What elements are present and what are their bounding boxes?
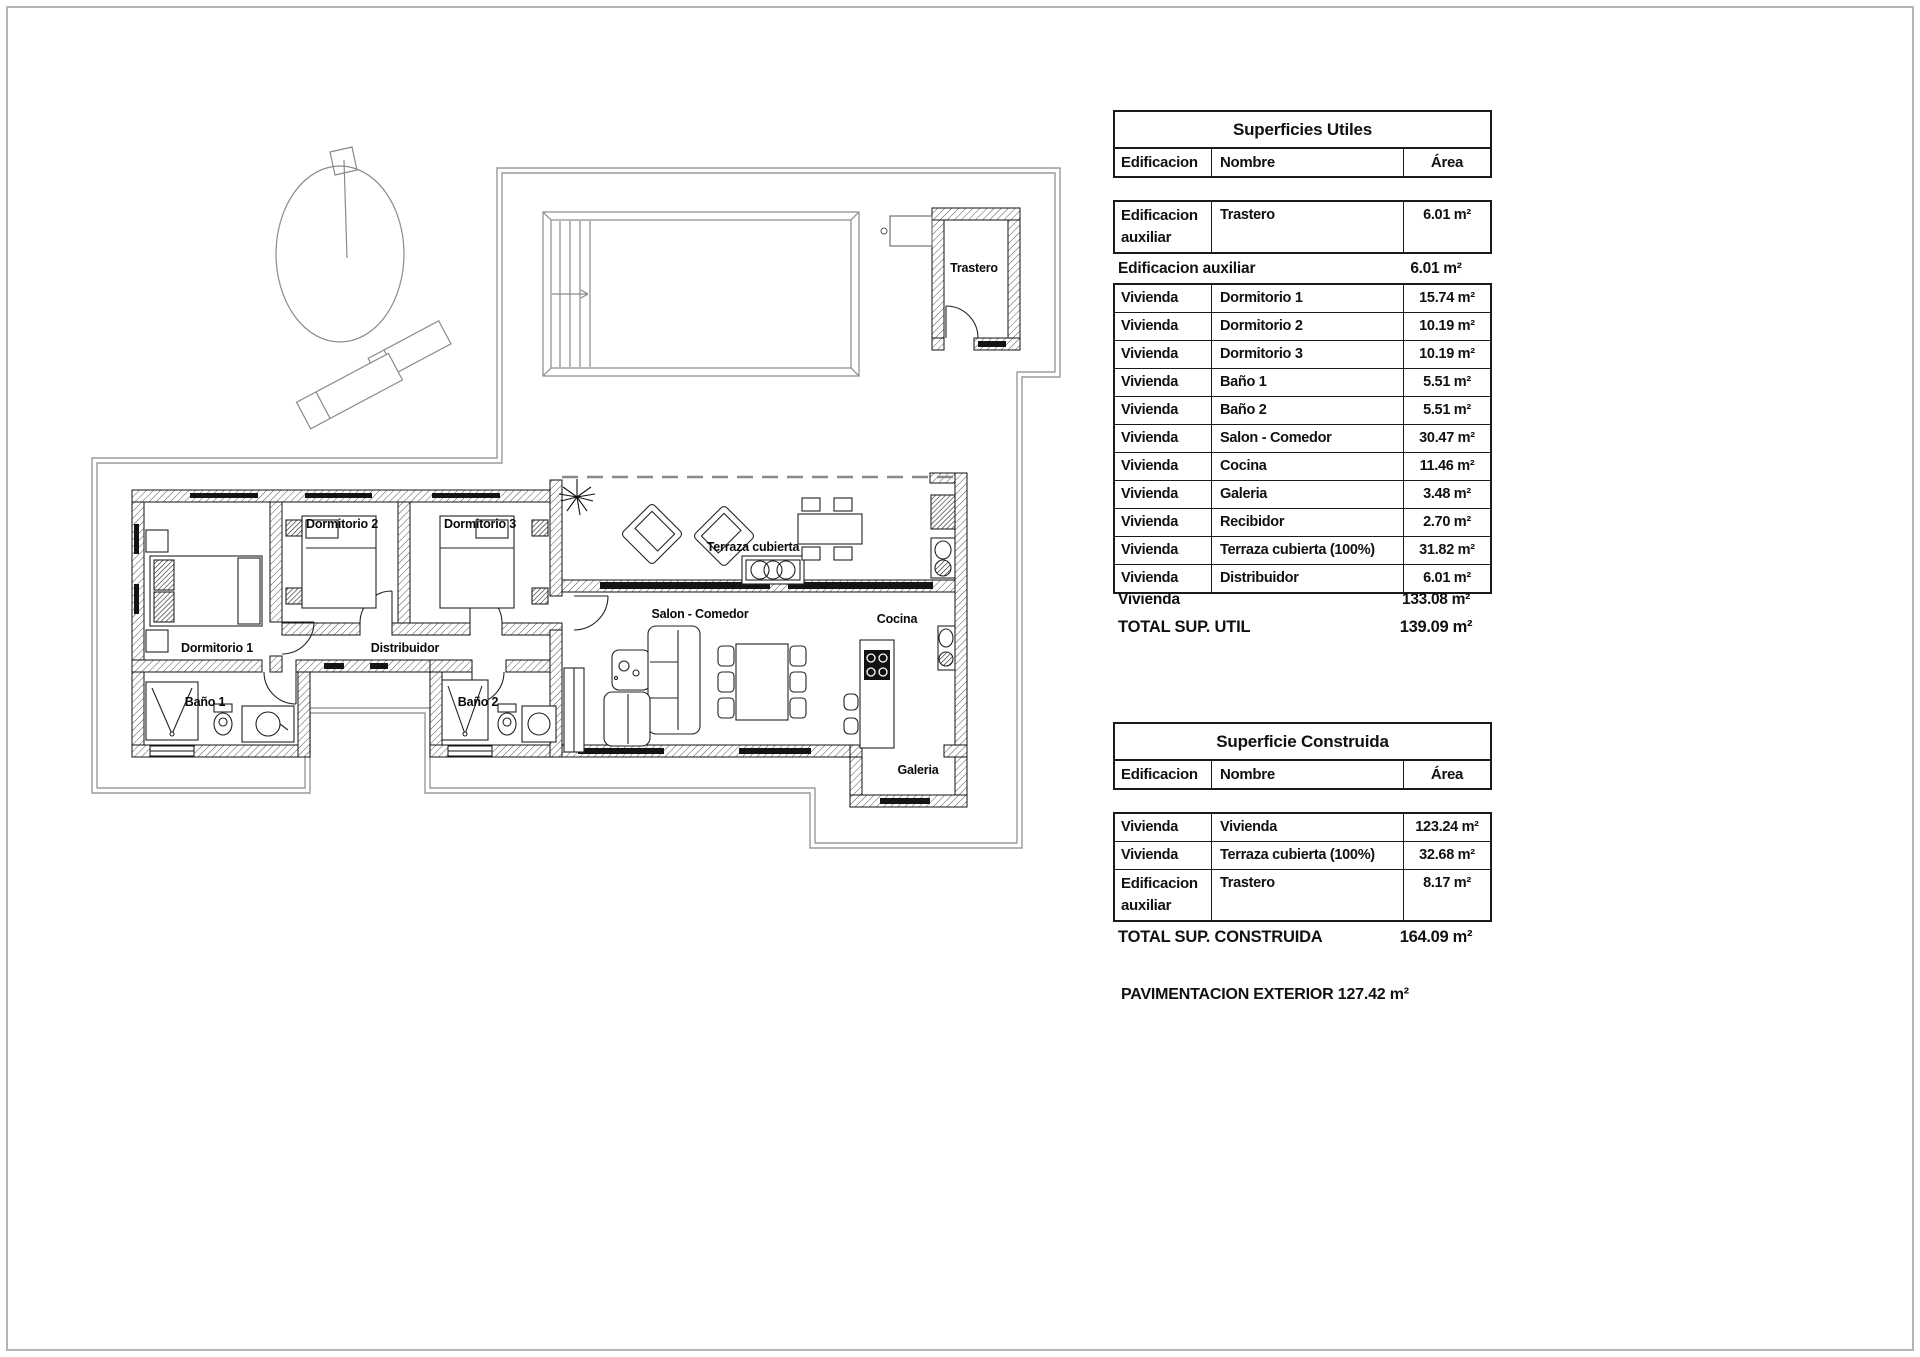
table-row: Vivienda Recibidor 2.70 m² [1115,508,1490,536]
subtotal-edificacion-auxiliar: Edificacion auxiliar 6.01 m² [1118,260,1462,277]
table-row: Vivienda Vivienda 123.24 m² [1115,814,1490,841]
room-label-salon: Salon - Comedor [651,607,749,621]
room-label-terraza: Terraza cubierta [706,540,800,554]
furniture-bathrooms [146,668,584,752]
table-row: Vivienda Terraza cubierta (100%) 31.82 m² [1115,536,1490,564]
col-header-edificacion: Edificacion [1121,766,1198,783]
room-label-dormitorio1: Dormitorio 1 [181,641,253,655]
col-header-area: Área [1403,149,1490,176]
table-row: Vivienda Dormitorio 1 15.74 m² [1115,285,1490,312]
table-construida-rows [1113,812,1492,922]
room-label-galeria: Galeria [897,763,939,777]
table-row: Vivienda Baño 1 5.51 m² [1115,368,1490,396]
room-label-bano1: Baño 1 [184,695,226,709]
table-row: Edificacion auxiliar Trastero 6.01 m² [1115,202,1490,252]
col-header-nombre: Nombre [1211,761,1403,788]
trastero-annex [881,216,932,246]
table-row: Vivienda Dormitorio 3 10.19 m² [1115,340,1490,368]
pavimentacion-exterior-note: PAVIMENTACION EXTERIOR 127.42 m² [1121,986,1409,1003]
table-title: Superficies Utiles [1115,112,1490,149]
pool [543,212,859,376]
room-label-bano2: Baño 2 [457,695,499,709]
table-utiles-aux-group [1113,200,1492,254]
table-row: Vivienda Terraza cubierta (100%) 32.68 m² [1115,841,1490,869]
table-superficies-utiles-header [1113,110,1492,178]
plant-icon [559,479,595,515]
col-header-area: Área [1403,761,1490,788]
table-row: Vivienda Salon - Comedor 30.47 m² [1115,424,1490,452]
furniture-salon [604,626,955,748]
col-header-edificacion: Edificacion [1121,154,1198,171]
subtotal-vivienda: Vivienda 133.08 m² [1118,591,1470,608]
total-sup-construida: TOTAL SUP. CONSTRUIDA 164.09 m² [1118,927,1473,946]
room-label-cocina: Cocina [876,612,918,626]
table-row: Vivienda Dormitorio 2 10.19 m² [1115,312,1490,340]
parasol [276,147,404,342]
table-row: Vivienda Cocina 11.46 m² [1115,452,1490,480]
table-row: Vivienda Baño 2 5.51 m² [1115,396,1490,424]
table-title: Superficie Construida [1115,724,1490,761]
room-label-dormitorio3: Dormitorio 3 [444,517,516,531]
furniture-terraza [559,479,955,584]
table-superficie-construida-header [1113,722,1492,790]
room-label-dormitorio2: Dormitorio 2 [306,517,378,531]
col-header-nombre: Nombre [1211,149,1403,176]
table-row: Edificacion auxiliar Trastero 8.17 m² [1115,869,1490,920]
room-label-distribuidor: Distribuidor [370,641,440,655]
total-sup-util: TOTAL SUP. UTIL 139.09 m² [1118,617,1473,636]
table-utiles-vivienda-group [1113,283,1492,594]
table-row: Vivienda Distribuidor 6.01 m² [1115,564,1490,592]
room-label-trastero: Trastero [950,261,998,275]
table-row: Vivienda Galeria 3.48 m² [1115,480,1490,508]
